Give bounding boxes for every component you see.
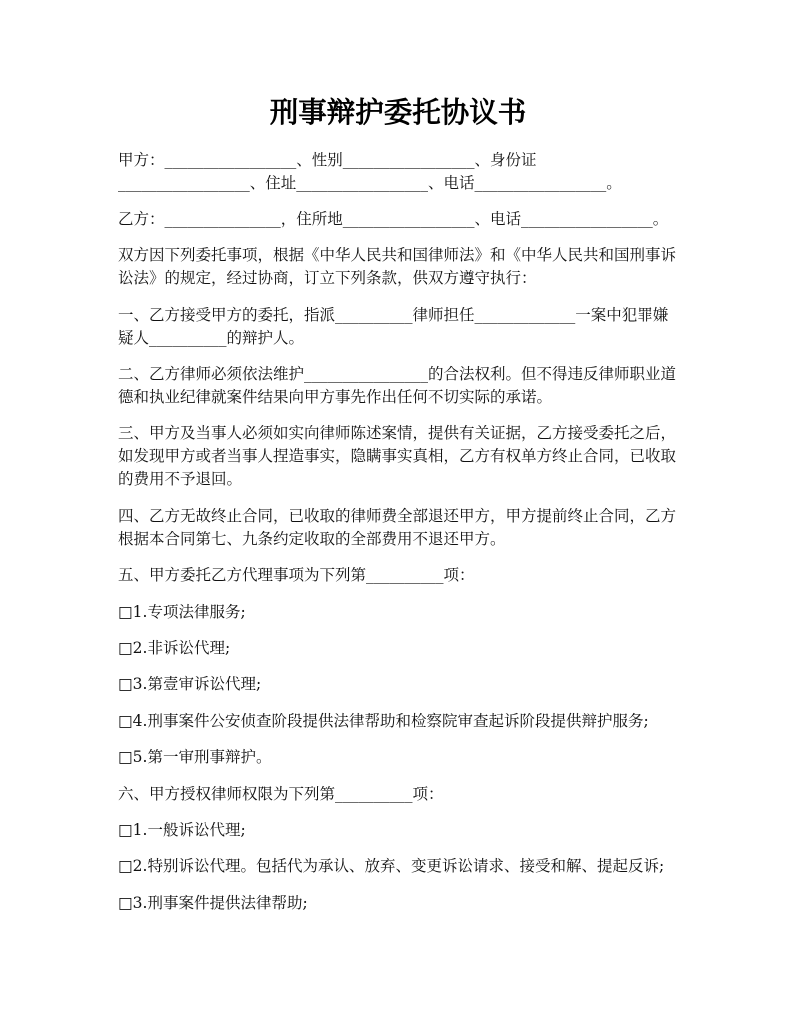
option-item <box>118 710 738 733</box>
clause-line: 的费用不予退回。 <box>118 470 243 489</box>
option-item <box>118 637 738 660</box>
clause-line: 如发现甲方或者当事人捏造事实，隐瞒事实真相，乙方有权单方终止合同，已收取 <box>118 447 677 466</box>
option-label: 1.一般诉讼代理; <box>132 820 246 839</box>
checkbox-icon: □ <box>118 675 133 694</box>
clause-line: 二、乙方律师必须依法维护________________的合法权利。但不得违反律师职业道 <box>118 365 677 384</box>
clause-2 <box>118 363 738 409</box>
checkbox-icon: □ <box>118 748 133 767</box>
option-line <box>118 673 738 696</box>
checkbox-icon: □ <box>118 602 133 621</box>
option-line <box>118 819 738 842</box>
option-label: 3.刑事案件提供法律帮助; <box>132 893 308 912</box>
option-line <box>118 710 738 733</box>
document-body <box>118 149 738 929</box>
clause-line: 根据本合同第七、九条约定收取的全部费用不退还甲方。 <box>118 529 506 548</box>
checkbox-icon: □ <box>118 857 133 876</box>
party-a-line: 甲方：_________________、性别_________________、身份证 <box>118 150 537 169</box>
option-item <box>118 892 738 915</box>
option-line <box>118 855 738 878</box>
clause-6-heading <box>118 783 738 806</box>
clause-line: 三、甲方及当事人必须如实向律师陈述案情，提供有关证据，乙方接受委托之后， <box>118 424 677 443</box>
clause-line: 德和执业纪律就案件结果向甲方事先作出任何不切实际的承诺。 <box>118 388 553 407</box>
option-label: 2.特别诉讼代理。包括代为承认、放弃、变更诉讼请求、接受和解、提起反诉; <box>132 857 665 876</box>
checkbox-icon: □ <box>118 639 133 658</box>
preamble-line: 讼法》的规定，经过协商，订立下列条款，供双方遵守执行： <box>118 269 537 288</box>
party-b-section <box>118 208 738 231</box>
party-a-section <box>118 149 738 195</box>
checkbox-icon: □ <box>118 711 133 730</box>
clause-1 <box>118 304 738 350</box>
document-title: 刑事辩护委托协议书 <box>269 95 527 129</box>
option-line <box>118 892 738 915</box>
clause-4 <box>118 505 738 551</box>
option-line <box>118 601 738 624</box>
checkbox-icon: □ <box>118 893 133 912</box>
clause-5-heading <box>118 564 738 587</box>
checkbox-icon: □ <box>118 820 133 839</box>
party-b-line: 乙方：_______________，住所地_________________、电话_________________。 <box>118 209 669 228</box>
option-item <box>118 601 738 624</box>
clause-line: 一、乙方接受甲方的委托，指派__________律师担任_____________一案中犯罪嫌 <box>118 305 669 324</box>
preamble-paragraph <box>118 244 738 290</box>
clause-3 <box>118 422 738 491</box>
option-item <box>118 819 738 842</box>
section-heading: 六、甲方授权律师权限为下列第__________项： <box>118 784 444 803</box>
section-heading: 五、甲方委托乙方代理事项为下列第__________项： <box>118 566 475 585</box>
option-line <box>118 746 738 769</box>
option-label: 1.专项法律服务; <box>132 602 246 621</box>
preamble-line: 双方因下列委托事项，根据《中华人民共和国律师法》和《中华人民共和国刑事诉 <box>118 246 677 265</box>
option-item <box>118 855 738 878</box>
option-label: 4.刑事案件公安侦查阶段提供法律帮助和检察院审查起诉阶段提供辩护服务; <box>132 711 649 730</box>
option-item <box>118 673 738 696</box>
option-label: 5.第一审刑事辩护。 <box>132 748 272 767</box>
party-a-line: _________________、住址_________________、电话_________________。 <box>118 173 622 192</box>
option-label: 2.非诉讼代理; <box>132 639 231 658</box>
clause-line: 疑人__________的辩护人。 <box>118 328 305 347</box>
clause-line: 四、乙方无故终止合同，已收取的律师费全部退还甲方，甲方提前终止合同，乙方 <box>118 506 677 525</box>
option-item <box>118 746 738 769</box>
option-label: 3.第壹审诉讼代理; <box>132 675 262 694</box>
option-line <box>118 637 738 660</box>
